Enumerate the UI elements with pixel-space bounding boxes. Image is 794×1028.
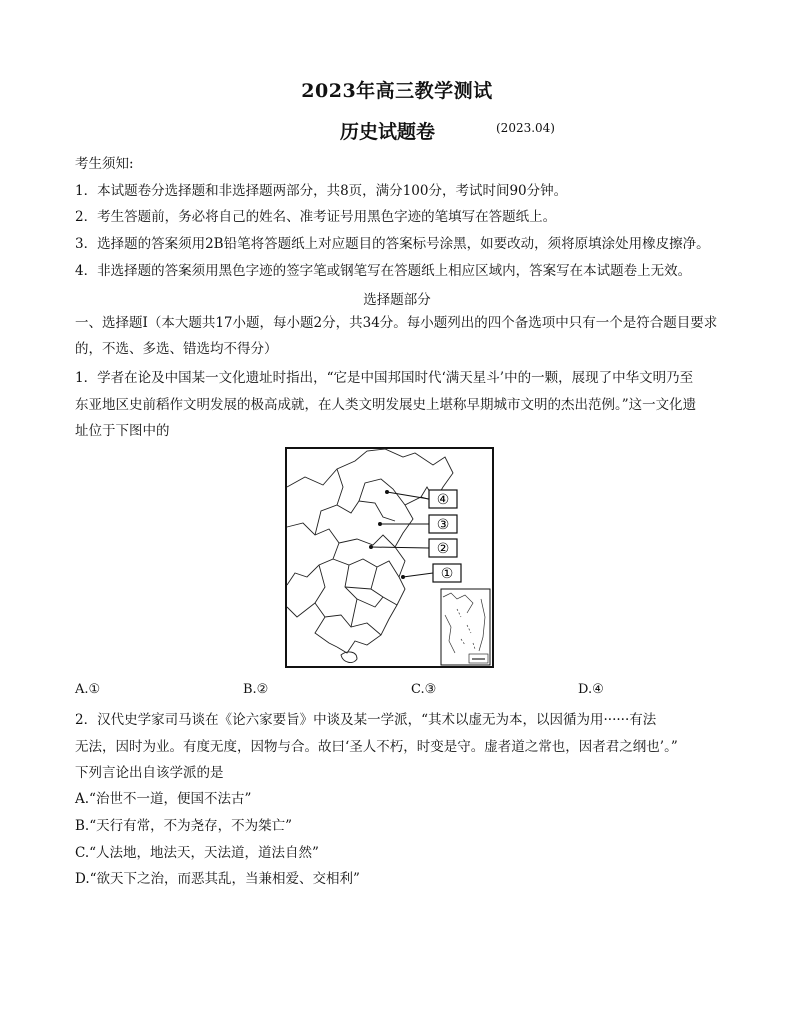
q1-option-d: D.④ [578, 682, 604, 697]
svg-text:③: ③ [436, 517, 450, 533]
notice-item: 3．选择题的答案须用2B铅笔将答题纸上对应题目的答案标号涂黑，如要改动，须将原填涂处用橡皮擦净。 [75, 236, 710, 252]
question-2-text: 下列言论出自该学派的是 [75, 765, 224, 781]
question-2-text: 2．汉代史学家司马谈在《论六家要旨》中谈及某一学派，“其术以虚无为本，以因循为用······有法 [75, 712, 657, 728]
notice-item: 4．非选择题的答案须用黑色字迹的签字笔或钢笔写在答题纸上相应区域内，答案写在本试题卷上无效。 [75, 263, 692, 279]
question-2-text: 无法，因时为业。有度无度，因物与合。故曰‘圣人不朽，时变是守。虚者道之常也，因者君之纲也’。” [75, 739, 678, 755]
section-intro: 的，不选、多选、错选均不得分） [75, 341, 278, 357]
svg-text:②: ② [436, 541, 450, 557]
q2-option-b: B.“天行有常，不为尧存，不为桀亡” [75, 818, 293, 834]
notice-item: 1．本试题卷分选择题和非选择题两部分，共8页，满分100分，考试时间90分钟。 [75, 183, 568, 199]
china-map-figure [285, 447, 494, 668]
map-label-1 [433, 564, 461, 582]
exam-date: (2023.04) [496, 121, 555, 135]
q2-option-a: A.“治世不一道，便国不法古” [75, 791, 252, 807]
q2-option-d: D.“欲天下之治，而恶其乱，当兼相爱、交相利” [75, 871, 360, 887]
notice-heading: 考生须知: [75, 156, 134, 172]
q2-option-c: C.“人法地，地法天，天法道，道法自然” [75, 845, 319, 861]
question-1-text: 1．学者在论及中国某一文化遗址时指出，“它是中国邦国时代‘满天星斗’中的一颗，展现了中华文明乃至 [75, 370, 694, 386]
map-label-2 [429, 539, 457, 557]
question-1-text: 址位于下图中的 [75, 423, 170, 439]
exam-title: 2023年高三教学测试 [301, 80, 493, 102]
section-intro: 一、选择题Ⅰ（本大题共17小题，每小题2分，共34分。每小题列出的四个备选项中只有一个是符合题目要求 [75, 315, 718, 331]
q1-option-a: A.① [75, 682, 101, 697]
svg-text:④: ④ [436, 492, 450, 508]
q1-option-b: B.② [243, 682, 269, 697]
svg-text:①: ① [440, 566, 454, 582]
map-label-4 [429, 490, 457, 508]
notice-item: 2．考生答题前，务必将自己的姓名、准考证号用黑色字迹的笔填写在答题纸上。 [75, 209, 557, 225]
question-1-text: 东亚地区史前稻作文明发展的极高成就，在人类文明发展史上堪称早期城市文明的杰出范例。”这一文化遗 [75, 397, 697, 413]
south-china-sea-inset [441, 589, 490, 665]
q1-option-c: C.③ [411, 682, 437, 697]
map-label-3 [429, 515, 457, 533]
section-title: 选择题部分 [363, 292, 431, 308]
subject-title: 历史试题卷 [340, 121, 436, 143]
